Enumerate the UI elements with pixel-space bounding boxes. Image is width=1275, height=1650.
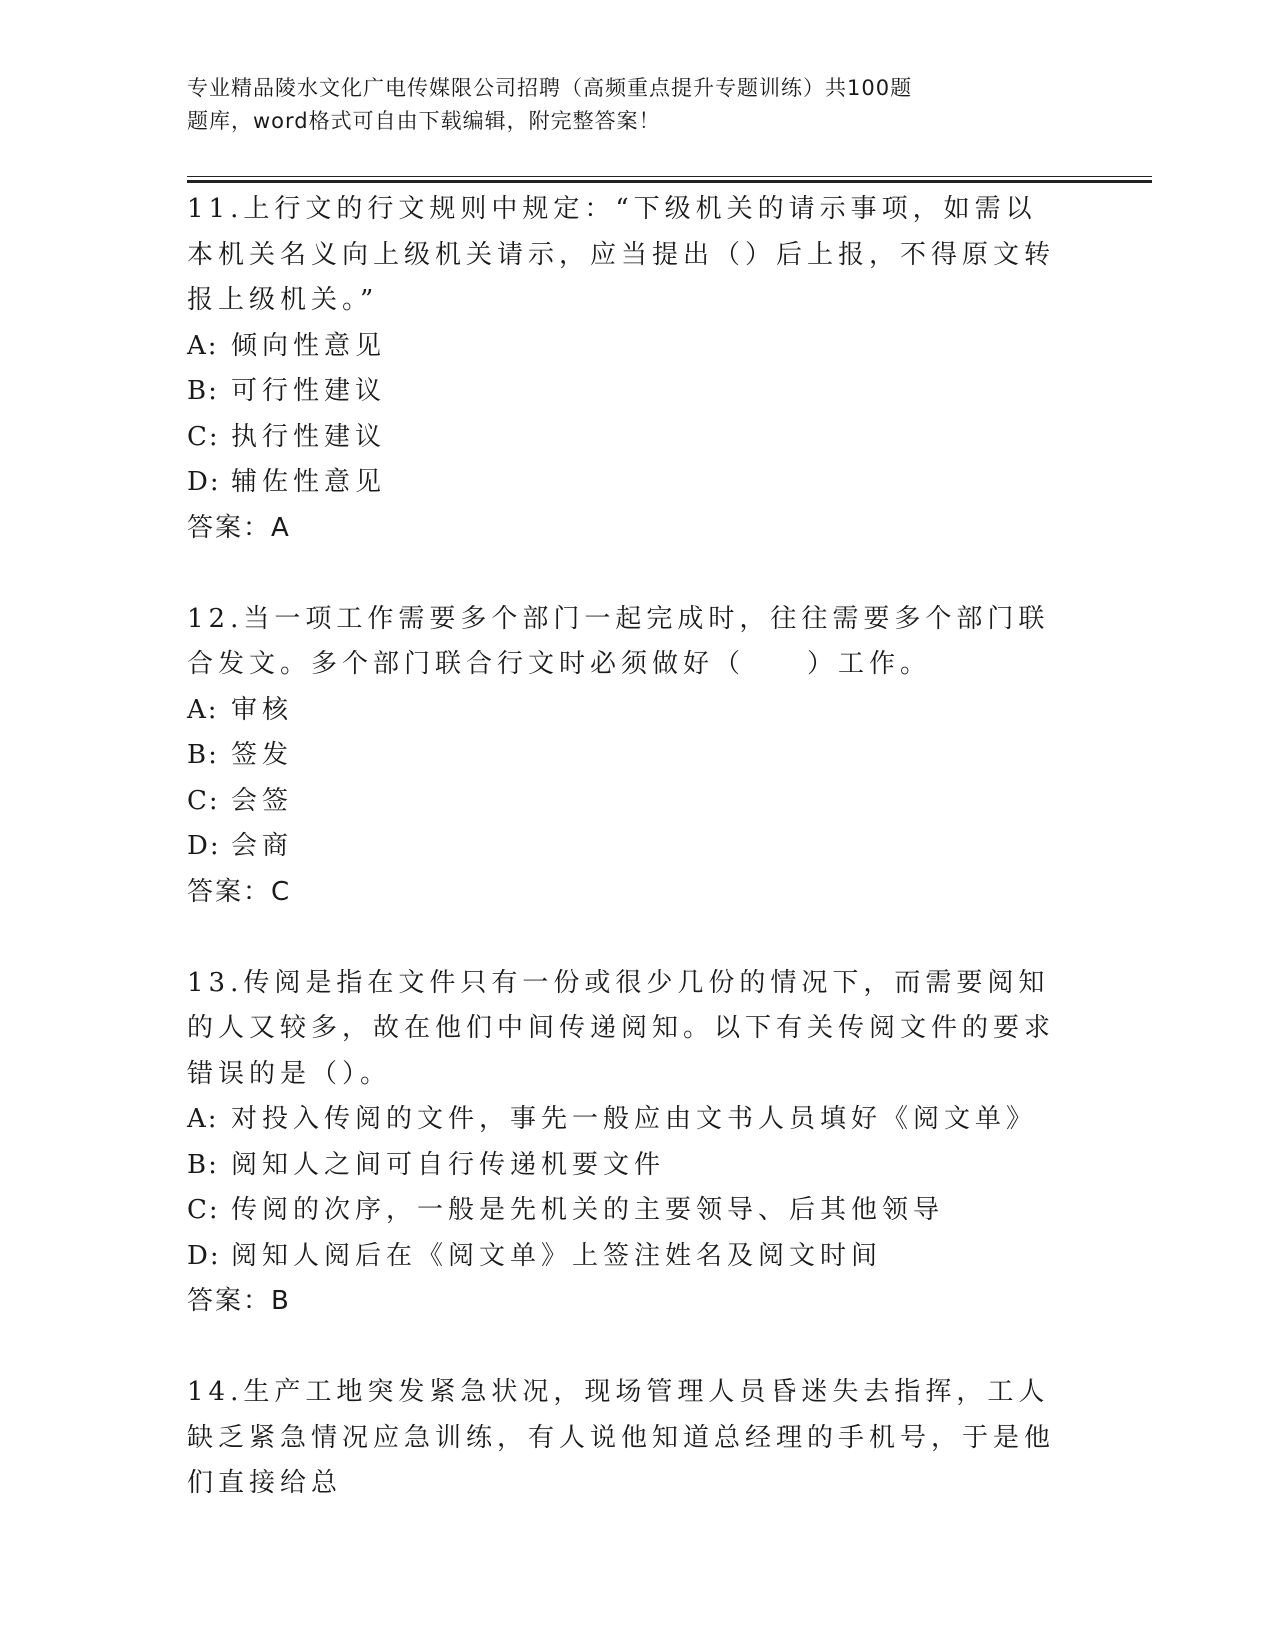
option-d	[187, 460, 1087, 506]
option-a	[187, 324, 1087, 370]
question-spacer	[187, 551, 1087, 597]
question-stem: 13.传阅是指在文件只有一份或很少几份的情况下，而需要阅知的人又较多，故在他们中间传递阅知。以下有关传阅文件的要求错误的是（）。	[187, 967, 1056, 1089]
header-divider-thick	[187, 180, 1152, 183]
option-text: 可行性建议	[231, 376, 387, 406]
option-key: D:	[187, 467, 221, 497]
document-header	[187, 72, 1027, 138]
option-key: C:	[187, 1195, 220, 1225]
option-key: D:	[187, 831, 221, 861]
option-key: A:	[187, 1104, 219, 1134]
option-text: 签发	[231, 740, 294, 770]
question-spacer	[187, 1325, 1087, 1371]
option-text: 会商	[231, 831, 294, 861]
option-text: 传阅的次序，一般是先机关的主要领导、后其他领导	[231, 1195, 945, 1225]
option-text: 阅知人阅后在《阅文单》上签注姓名及阅文时间	[231, 1240, 883, 1271]
option-text: 对投入传阅的文件，事先一般应由文书人员填好《阅文单》	[231, 1104, 1038, 1134]
header-line-1: 专业精品陵水文化广电传媒限公司招聘（高频重点提升专题训练）共100题	[187, 76, 913, 100]
question-13	[187, 961, 1087, 1325]
option-key: C:	[187, 785, 220, 816]
question-stem: 11.上行文的行文规则中规定：“下级机关的请示事项，如需以本机关名义向上级机关请示，应当提出（）后上报，不得原文转报上级机关。”	[187, 194, 1056, 315]
question-spacer	[187, 915, 1087, 961]
question-list	[187, 187, 1087, 1507]
option-key: B:	[187, 1149, 219, 1180]
question-12	[187, 597, 1087, 916]
option-d	[187, 1234, 1087, 1280]
option-text: 辅佐性意见	[231, 467, 387, 497]
option-b	[187, 733, 1087, 779]
option-key: B:	[187, 740, 219, 770]
option-text: 执行性建议	[231, 421, 387, 452]
option-key: D:	[187, 1240, 221, 1271]
option-a	[187, 688, 1087, 734]
option-key: C:	[187, 421, 220, 452]
option-key: A:	[187, 694, 219, 725]
option-a	[187, 1097, 1087, 1143]
option-text: 会签	[231, 785, 294, 816]
header-divider-thin	[187, 176, 1152, 177]
option-c	[187, 415, 1087, 461]
question-11	[187, 187, 1087, 551]
answer-line: 答案：B	[187, 1286, 291, 1316]
option-key: A:	[187, 330, 219, 361]
option-c	[187, 1188, 1087, 1234]
option-b	[187, 1143, 1087, 1189]
option-text: 审核	[231, 694, 294, 725]
question-stem: 14.生产工地突发紧急状况，现场管理人员昏迷失去指挥，工人缺乏紧急情况应急训练，有人说他知道总经理的手机号，于是他们直接给总	[187, 1377, 1056, 1498]
option-c	[187, 779, 1087, 825]
option-text: 阅知人之间可自行传递机要文件	[231, 1149, 666, 1180]
option-text: 倾向性意见	[231, 330, 387, 361]
option-d	[187, 824, 1087, 870]
answer-line: 答案：A	[187, 512, 291, 543]
question-14	[187, 1370, 1087, 1507]
option-b	[187, 369, 1087, 415]
option-key: B:	[187, 376, 219, 406]
answer-line: 答案：C	[187, 876, 292, 907]
question-stem: 12.当一项工作需要多个部门一起完成时，往往需要多个部门联合发文。多个部门联合行文时必须做好（ ）工作。	[187, 603, 1050, 679]
header-line-2: 题库，word格式可自由下载编辑，附完整答案！	[187, 109, 661, 133]
